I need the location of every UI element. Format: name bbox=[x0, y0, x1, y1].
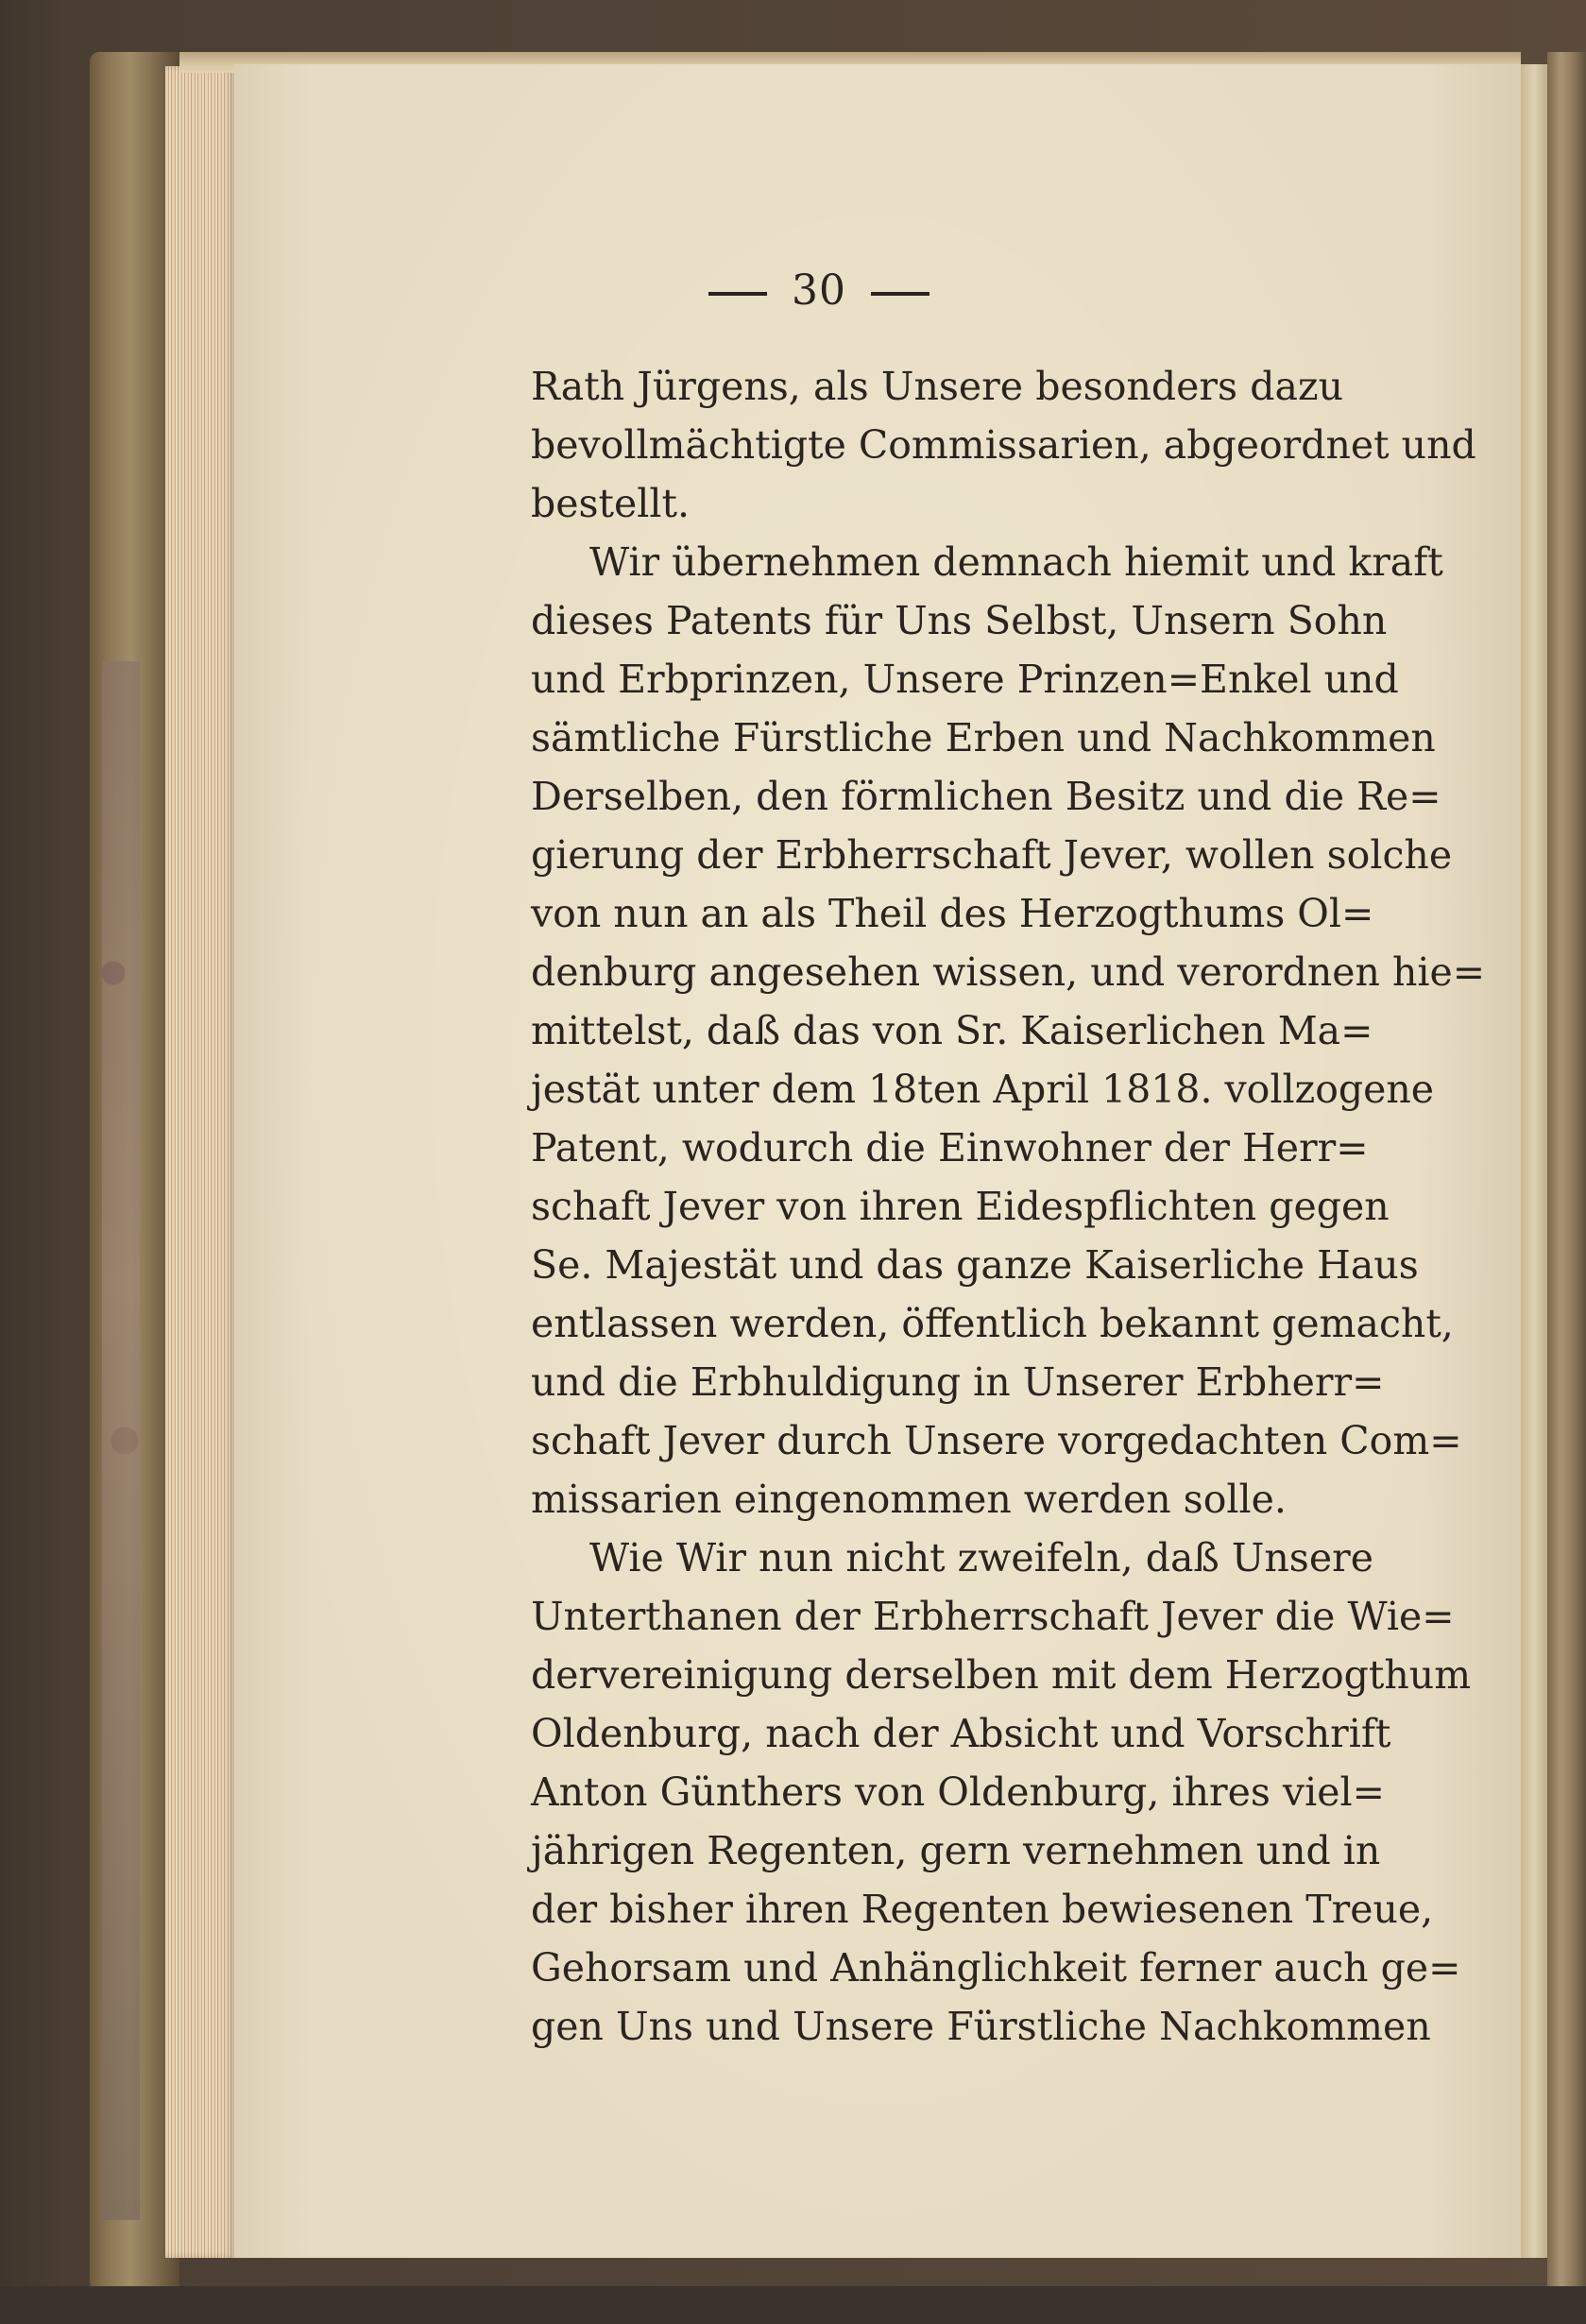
page-header bbox=[0, 257, 1586, 323]
text-line: Unterthanen der Erbherrschaft Jever die Wie= bbox=[531, 1594, 1455, 1639]
header-dash-right bbox=[871, 292, 929, 296]
text-line: jestät unter dem 18ten April 1818. vollzogene bbox=[531, 1067, 1435, 1112]
text-line: mittelst, daß das von Sr. Kaiserlichen Ma= bbox=[531, 1008, 1373, 1053]
text-line: dieses Patents für Uns Selbst, Unsern Sohn bbox=[531, 598, 1388, 643]
text-line: Derselben, den förmlichen Besitz und die Re= bbox=[531, 774, 1441, 819]
book-cover-right bbox=[1547, 52, 1586, 2286]
text-line: entlassen werden, öffentlich bekannt gemacht, bbox=[531, 1301, 1454, 1346]
text-line: sämtliche Fürstliche Erben und Nachkommen bbox=[531, 715, 1436, 760]
text-line: Anton Günthers von Oldenburg, ihres viel= bbox=[531, 1769, 1385, 1815]
text-line: dervereinigung derselben mit dem Herzogthum bbox=[531, 1652, 1472, 1698]
header-dash-left bbox=[708, 292, 767, 296]
text-line: missarien eingenommen werden solle. bbox=[531, 1477, 1287, 1522]
text-line: gen Uns und Unsere Fürstliche Nachkommen bbox=[531, 2004, 1431, 2049]
page-number: 30 bbox=[792, 265, 846, 315]
text-line: jährigen Regenten, gern vernehmen und in bbox=[531, 1828, 1381, 1873]
text-line: von nun an als Theil des Herzogthums Ol= bbox=[531, 891, 1374, 936]
text-line: der bisher ihren Regenten bewiesenen Treue, bbox=[531, 1887, 1434, 1932]
text-line: Gehorsam und Anhänglichkeit ferner auch ge= bbox=[531, 1945, 1461, 1991]
text-line: gierung der Erbherrschaft Jever, wollen solche bbox=[531, 832, 1453, 878]
text-line: denburg angesehen wissen, und verordnen hie= bbox=[531, 949, 1486, 995]
text-line: schaft Jever durch Unsere vorgedachten Com= bbox=[531, 1418, 1462, 1463]
text-line: Se. Majestät und das ganze Kaiserliche Haus bbox=[531, 1242, 1419, 1288]
text-line: und die Erbhuldigung in Unserer Erbherr= bbox=[531, 1359, 1385, 1405]
text-line: schaft Jever von ihren Eidespflichten gegen bbox=[531, 1184, 1390, 1229]
marbled-cover-pattern bbox=[102, 661, 140, 2220]
scan-background bbox=[0, 2286, 1586, 2324]
next-page-edge bbox=[1521, 64, 1547, 2258]
text-line: Wie Wir nun nicht zweifeln, daß Unsere bbox=[589, 1535, 1373, 1581]
text-line: Patent, wodurch die Einwohner der Herr= bbox=[531, 1125, 1369, 1171]
text-line: und Erbprinzen, Unsere Prinzen=Enkel und bbox=[531, 657, 1399, 702]
text-line: bevollmächtigte Commissarien, abgeordnet und bbox=[531, 422, 1476, 468]
text-line: Oldenburg, nach der Absicht und Vorschrift bbox=[531, 1711, 1391, 1756]
text-line: bestellt. bbox=[531, 481, 691, 526]
text-line: Rath Jürgens, als Unsere besonders dazu bbox=[531, 364, 1343, 409]
page-edges-left bbox=[165, 66, 236, 2258]
text-line: Wir übernehmen demnach hiemit und kraft bbox=[589, 539, 1443, 585]
